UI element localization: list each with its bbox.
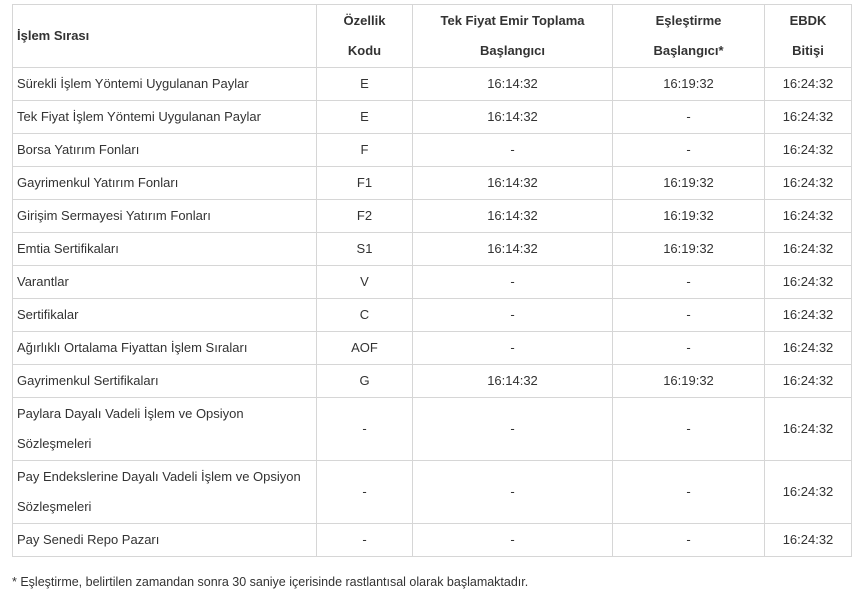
row-match-start: -: [613, 299, 765, 332]
row-code: G: [317, 365, 413, 398]
table-row: [13, 461, 852, 524]
row-match-start: 16:19:32: [613, 68, 765, 101]
header-ozellik-kodu: [317, 5, 413, 68]
row-tf-start: 16:14:32: [413, 233, 613, 266]
row-tf-start: -: [413, 461, 613, 524]
row-tf-start: 16:14:32: [413, 365, 613, 398]
row-tf-start: 16:14:32: [413, 200, 613, 233]
table-row: [13, 167, 852, 200]
row-match-start: -: [613, 134, 765, 167]
row-ebdk-end: 16:24:32: [765, 524, 852, 557]
row-match-start: 16:19:32: [613, 233, 765, 266]
row-ebdk-end: 16:24:32: [765, 101, 852, 134]
table-row: [13, 299, 852, 332]
row-ebdk-end: 16:24:32: [765, 332, 852, 365]
row-code: F2: [317, 200, 413, 233]
row-code: E: [317, 101, 413, 134]
table-row: [13, 266, 852, 299]
row-code: -: [317, 524, 413, 557]
row-code: -: [317, 461, 413, 524]
row-name: Pay Senedi Repo Pazarı: [13, 524, 317, 557]
header-ebdk-line1: EBDK: [789, 13, 827, 28]
row-name: Varantlar: [13, 266, 317, 299]
row-tf-start: -: [413, 332, 613, 365]
row-code: E: [317, 68, 413, 101]
table-row: [13, 332, 852, 365]
row-match-start: -: [613, 266, 765, 299]
header-tek-fiyat: [413, 5, 613, 68]
table-row: [13, 365, 852, 398]
row-ebdk-end: 16:24:32: [765, 200, 852, 233]
table-body: [13, 68, 852, 557]
row-match-start: -: [613, 398, 765, 461]
header-ozellik-kodu-line1: Özellik: [343, 13, 386, 28]
header-tek-fiyat-line2: Başlangıcı: [479, 43, 546, 58]
header-tek-fiyat-line1: Tek Fiyat Emir Toplama: [440, 13, 585, 28]
row-name-line1: Pay Endekslerine Dayalı Vadeli İşlem ve Opsiyon: [17, 469, 301, 484]
row-name: Gayrimenkul Yatırım Fonları: [13, 167, 317, 200]
row-code: C: [317, 299, 413, 332]
row-match-start: -: [613, 461, 765, 524]
row-ebdk-end: 16:24:32: [765, 299, 852, 332]
row-match-start: 16:19:32: [613, 200, 765, 233]
row-ebdk-end: 16:24:32: [765, 233, 852, 266]
row-ebdk-end: 16:24:32: [765, 365, 852, 398]
table-row: [13, 68, 852, 101]
row-code: S1: [317, 233, 413, 266]
table-row: [13, 101, 852, 134]
row-code: AOF: [317, 332, 413, 365]
header-eslestirme-line2: Başlangıcı*: [653, 43, 724, 58]
header-eslestirme-line1: Eşleştirme: [655, 13, 722, 28]
row-ebdk-end: 16:24:32: [765, 461, 852, 524]
row-code: F: [317, 134, 413, 167]
row-name: Ağırlıklı Ortalama Fiyattan İşlem Sıraları: [13, 332, 317, 365]
row-tf-start: -: [413, 299, 613, 332]
table-row: [13, 134, 852, 167]
table-row: [13, 200, 852, 233]
row-name: [13, 461, 317, 524]
row-tf-start: -: [413, 524, 613, 557]
row-ebdk-end: 16:24:32: [765, 134, 852, 167]
row-code: F1: [317, 167, 413, 200]
row-match-start: 16:19:32: [613, 167, 765, 200]
table-row: [13, 398, 852, 461]
row-name: [13, 398, 317, 461]
session-schedule-table: [12, 4, 852, 557]
row-name: Tek Fiyat İşlem Yöntemi Uygulanan Paylar: [13, 101, 317, 134]
row-code: -: [317, 398, 413, 461]
row-name: Girişim Sermayesi Yatırım Fonları: [13, 200, 317, 233]
header-ozellik-kodu-line2: Kodu: [347, 43, 382, 58]
row-name: Sürekli İşlem Yöntemi Uygulanan Paylar: [13, 68, 317, 101]
schedule-container: [12, 4, 851, 589]
row-ebdk-end: 16:24:32: [765, 398, 852, 461]
row-ebdk-end: 16:24:32: [765, 167, 852, 200]
table-header: [13, 5, 852, 68]
row-ebdk-end: 16:24:32: [765, 68, 852, 101]
row-ebdk-end: 16:24:32: [765, 266, 852, 299]
row-name: Sertifikalar: [13, 299, 317, 332]
row-tf-start: 16:14:32: [413, 101, 613, 134]
row-tf-start: -: [413, 134, 613, 167]
row-match-start: 16:19:32: [613, 365, 765, 398]
row-name-line2: Sözleşmeleri: [17, 499, 92, 514]
header-ebdk: [765, 5, 852, 68]
header-islem-sirasi: İşlem Sırası: [13, 5, 317, 68]
row-tf-start: 16:14:32: [413, 167, 613, 200]
row-name: Emtia Sertifikaları: [13, 233, 317, 266]
row-name: Gayrimenkul Sertifikaları: [13, 365, 317, 398]
header-row: [13, 5, 852, 68]
row-tf-start: -: [413, 266, 613, 299]
row-match-start: -: [613, 332, 765, 365]
footnote: * Eşleştirme, belirtilen zamandan sonra 30 saniye içerisinde rastlantısal olarak başlamaktadır.: [12, 575, 529, 589]
table-row: [13, 233, 852, 266]
row-tf-start: -: [413, 398, 613, 461]
row-match-start: -: [613, 101, 765, 134]
row-name-line1: Paylara Dayalı Vadeli İşlem ve Opsiyon: [17, 406, 244, 421]
row-name-line2: Sözleşmeleri: [17, 436, 92, 451]
table-row: [13, 524, 852, 557]
header-eslestirme: [613, 5, 765, 68]
row-tf-start: 16:14:32: [413, 68, 613, 101]
row-name: Borsa Yatırım Fonları: [13, 134, 317, 167]
row-code: V: [317, 266, 413, 299]
header-ebdk-line2: Bitişi: [792, 43, 824, 58]
row-match-start: -: [613, 524, 765, 557]
